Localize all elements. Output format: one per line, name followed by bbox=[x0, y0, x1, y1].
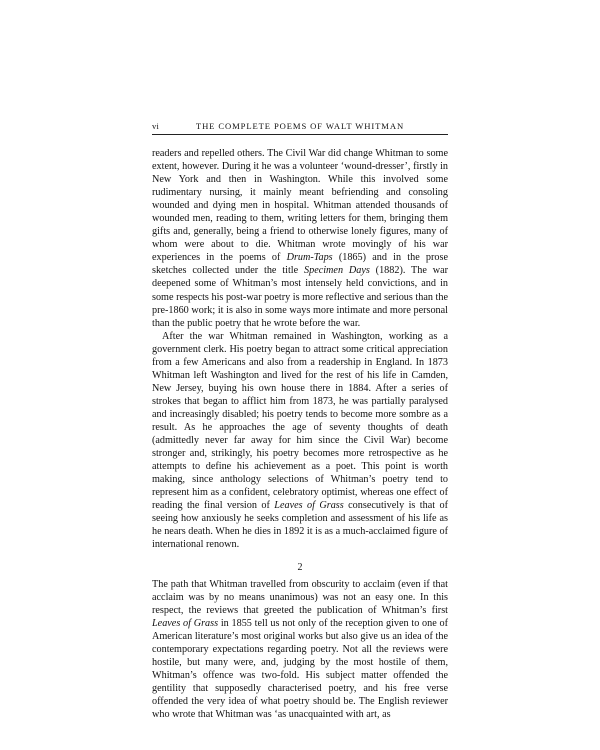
page-header bbox=[152, 121, 448, 135]
title-leaves-of-grass-2: Leaves of Grass bbox=[152, 617, 219, 629]
paragraph-3-text-a: The path that Whitman travelled from obscurity to acclaim (even if that acclaim was by no means unanimous) was not an easy one. In this respect, the reviews that greeted the publication of Whitman’s first bbox=[152, 578, 448, 616]
paragraph-3-text-c: in 1855 tell us not only of the reception given to one of American literature’s most original works but also give us an idea of the contemporary expectations regarding poetry. Not all the reviews were hostile, but many were, and, judging by the most hostile of them, Whitman’s offence was two-fold. His subject matter offended the gentility that supposedly characterised poetry, and his free verse offended the very idea of what poetry should be. The English reviewer who wrote that Whitman was ‘as unacquainted with art, as bbox=[152, 617, 448, 720]
paragraph-3 bbox=[152, 578, 448, 722]
body-text bbox=[152, 147, 448, 721]
section-number: 2 bbox=[297, 562, 303, 574]
header-rule bbox=[152, 134, 448, 135]
running-title: THE COMPLETE POEMS OF WALT WHITMAN bbox=[195, 121, 405, 131]
title-drum-taps: Drum-Taps bbox=[286, 252, 333, 264]
title-leaves-of-grass: Leaves of Grass bbox=[274, 500, 344, 512]
paragraph-1 bbox=[152, 147, 448, 330]
title-specimen-days: Specimen Days bbox=[304, 265, 370, 277]
paragraph-1-text-a: readers and repelled others. The Civil War did change Whitman to some extent, however. During it he was a volunteer ‘wound-dresser’, firstly in New York and then in Washington. While this involved some rudimentary nursing, it mainly meant befriending and consoling wounded and dying men in hospital. Whitman attended thousands of wounded men, reading to them, writing letters for them, bringing them gifts and, generally, being a friend to otherwise lonely figures, many of whom were about to die. Whitman wrote movingly of his war experiences in the poems of bbox=[152, 148, 448, 264]
paragraph-1-text-c: (1865) and in the prose sketches collected under the title bbox=[152, 252, 448, 277]
paragraph-2-text-c: consecutively is that of seeing how anxiously he seeks completion and assessment of his life as he nears death. When he dies in 1892 it is as a much-acclaimed figure of international renown. bbox=[152, 500, 449, 551]
paragraph-2-text-a: After the war Whitman remained in Washington, working as a government clerk. His poetry began to attract some critical appreciation from a few Americans and also from a readership in England. In 1873 Whitman left Washington and lived for the rest of his life in Camden, New Jersey, buying his own house there in 1884. After a series of strokes that began to afflict him from 1873, he was partially paralysed and increasingly disabled; his poetry tends to become more sombre as a result. As he approaches the age of seventy thoughts of death (admittedly never far away for him since the Civil War) become stronger and, strikingly, his poetry becomes more retrospective as he attempts to define his achievement as a poet. This point is worth making, since anthology selections of Whitman’s poetry tend to represent him as a confident, celebratory optimist, whereas one effect of reading the final version of bbox=[152, 330, 448, 512]
page-number: vi bbox=[152, 121, 160, 131]
paragraph-1-text-e: (1882). The war deepened some of Whitman’s most intensely held convictions, and in some respects his post-war poetry is more reflective and serious than the pre-1860 work; it is also in some ways more intimate and more personal than the public poetry that he wrote before the war. bbox=[152, 265, 448, 329]
paragraph-2 bbox=[152, 330, 448, 552]
